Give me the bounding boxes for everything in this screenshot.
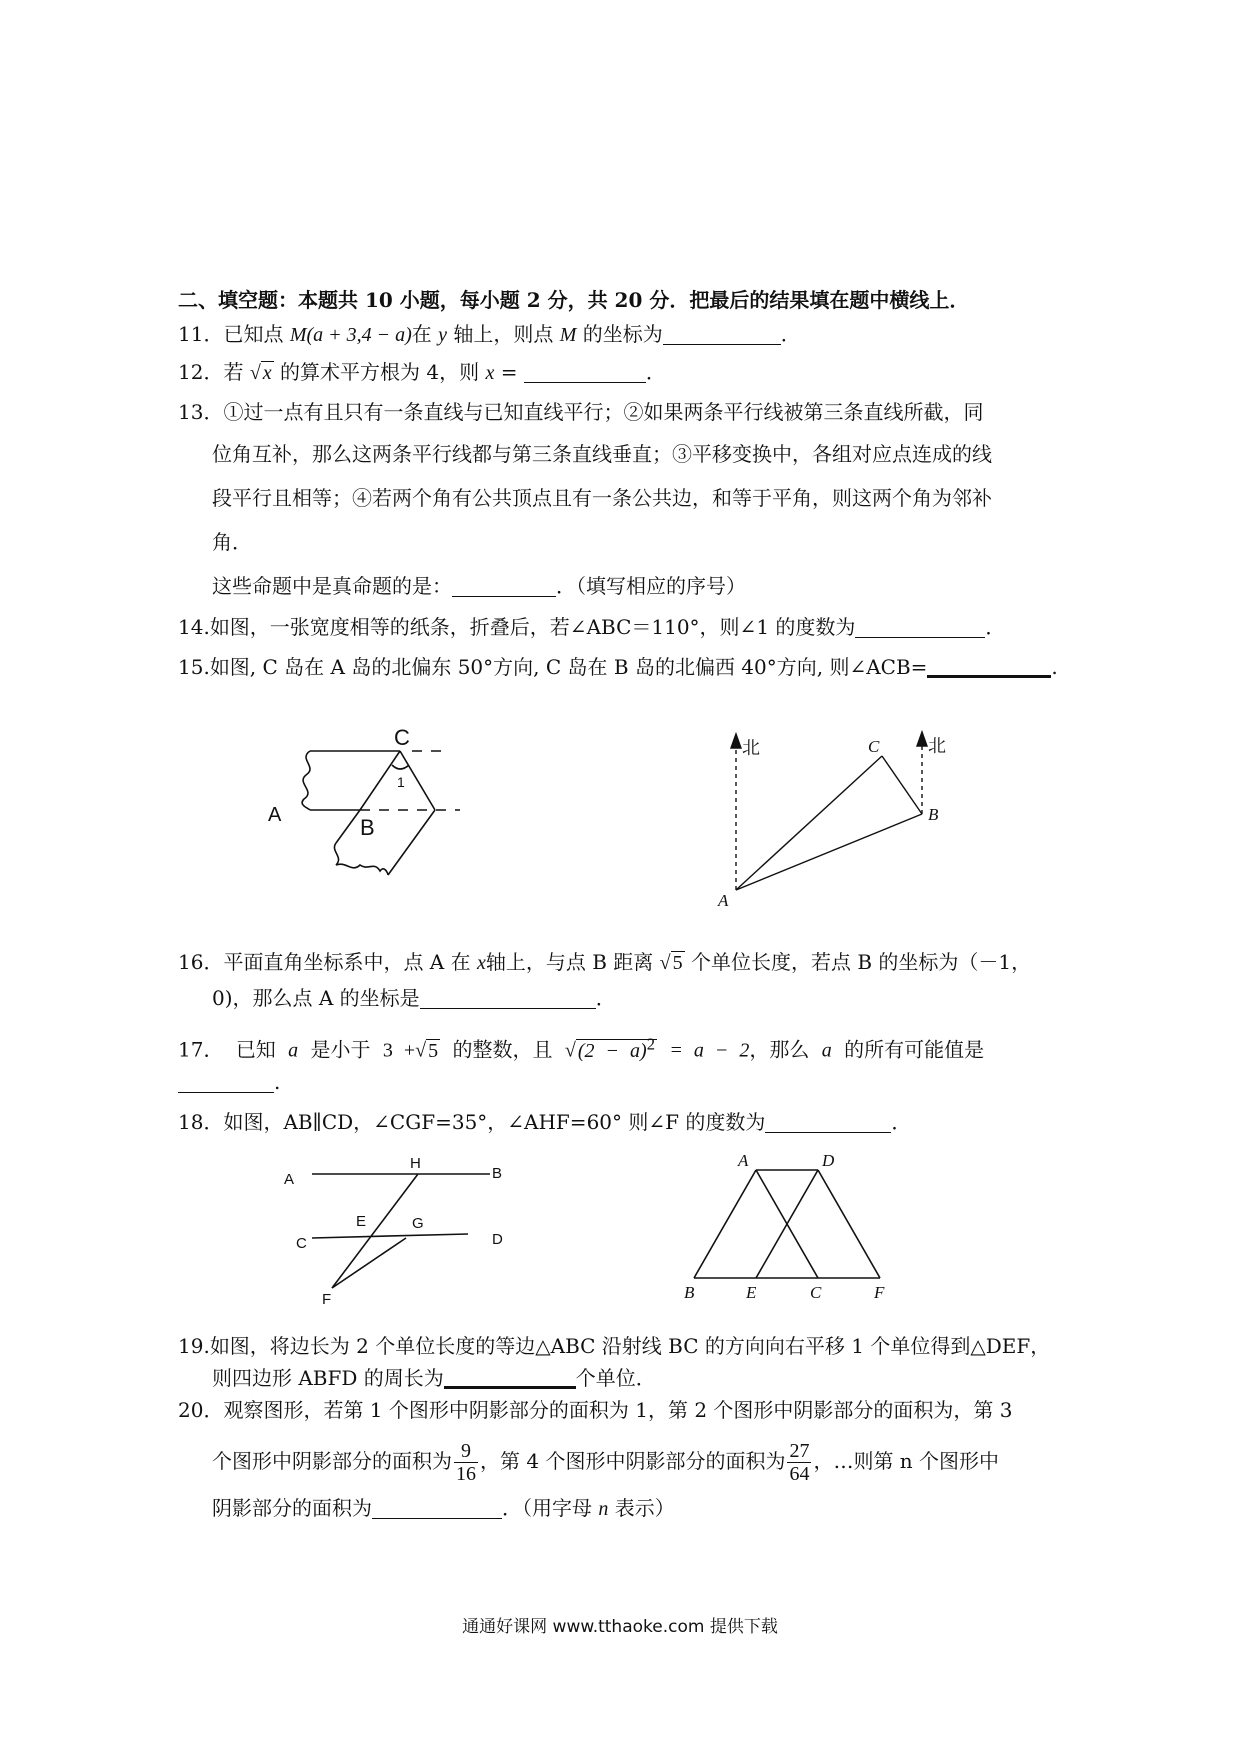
label-g: G bbox=[412, 1215, 424, 1232]
answer-blank-19[interactable] bbox=[444, 1364, 576, 1389]
question-15: 15.如图, C 岛在 A 岛的北偏东 50°方向, C 岛在 B 岛的北偏西 40°方向, 则∠ACB= . bbox=[178, 655, 1058, 679]
answer-blank-18[interactable] bbox=[765, 1110, 891, 1133]
label-d: D bbox=[492, 1231, 503, 1248]
label-a: A bbox=[268, 804, 282, 826]
line-gf bbox=[332, 1238, 406, 1288]
strip-torn-left bbox=[302, 751, 310, 810]
figure-19-translated-triangles bbox=[680, 1150, 920, 1300]
answer-blank-15[interactable] bbox=[927, 653, 1051, 678]
question-17: 17． 已知 a 是小于 3 +√ 5 的整数，且 √ $(2 - a)^2 = a - 2$，那么 a 的所有可能值是 bbox=[178, 1034, 985, 1062]
label-f: F bbox=[874, 1283, 885, 1300]
question-13-line3: 段平行且相等；④若两个角有公共顶点且有一条公共边，和等于平角，则这两个角为邻补 bbox=[212, 486, 992, 510]
question-19-line2: 则四边形 ABFD 的周长为 个单位． bbox=[212, 1366, 656, 1390]
strip-torn-bottom bbox=[334, 843, 388, 875]
angle-1-arc bbox=[392, 765, 409, 769]
question-17-answer: . bbox=[178, 1068, 280, 1096]
question-16-line2: 0)，那么点 A 的坐标是 ． bbox=[212, 986, 616, 1010]
question-14: 14.如图，一张宽度相等的纸条，折叠后，若∠ABC＝110°，则∠1 的度数为 ． bbox=[178, 615, 1006, 639]
answer-blank-14[interactable] bbox=[855, 615, 985, 638]
fraction-9-16: $\frac{9}{16}$ bbox=[456, 1440, 476, 1485]
segment-ba bbox=[694, 1170, 756, 1278]
question-13-ask: 这些命题中是真命题的是： ．（填写相应的序号） bbox=[212, 574, 746, 598]
label-a: A bbox=[718, 891, 729, 910]
label-h: H bbox=[410, 1155, 421, 1172]
label-e: E bbox=[356, 1213, 367, 1230]
answer-blank-17[interactable] bbox=[178, 1070, 274, 1093]
fold-edge bbox=[400, 751, 435, 810]
label-angle-1: 1 bbox=[397, 774, 405, 790]
question-20-line1: 20．观察图形，若第 1 个图形中阴影部分的面积为 1，第 2 个图形中阴影部分的面积为，第 3 bbox=[178, 1398, 1013, 1422]
fold-line-bc bbox=[360, 751, 400, 810]
label-e: E bbox=[746, 1283, 757, 1300]
label-c: C bbox=[868, 737, 880, 756]
figure-14-folded-strip bbox=[260, 715, 520, 895]
label-a: A bbox=[738, 1151, 749, 1170]
folded-left-edge bbox=[336, 810, 360, 843]
label-north-a: 北 bbox=[742, 738, 760, 758]
answer-blank-11[interactable] bbox=[663, 322, 781, 345]
north-arrow-a bbox=[731, 734, 741, 748]
question-13-line2: 位角互补，那么这两条平行线都与第三条直线垂直；③平移变换中，各组对应点连成的线 bbox=[212, 442, 992, 466]
label-b: B bbox=[492, 1165, 503, 1182]
segment-ac bbox=[736, 756, 882, 890]
question-13-line4: 角． bbox=[212, 530, 252, 554]
label-c: C bbox=[394, 725, 410, 750]
line-hf bbox=[332, 1174, 418, 1288]
footer-credit: 通通好课网 www.tthaoke.com 提供下载 bbox=[462, 1617, 778, 1637]
figure-15-island-bearings bbox=[710, 720, 970, 920]
label-north-b: 北 bbox=[928, 736, 946, 756]
label-a: A bbox=[284, 1171, 295, 1188]
label-b: B bbox=[684, 1283, 695, 1300]
question-12: 12．若 √ x 的算术平方根为 4，则 x = ． bbox=[178, 360, 666, 384]
question-19-line1: 19.如图，将边长为 2 个单位长度的等边△ABC 沿射线 BC 的方向向右平移 1 个单位得到△DEF， bbox=[178, 1334, 1051, 1358]
label-c: C bbox=[296, 1235, 307, 1252]
question-11: 11．已知点 M(a + 3,4 − a)在 y 轴上，则点 M 的坐标为 ． bbox=[178, 322, 801, 346]
label-b: B bbox=[360, 815, 375, 840]
label-d: D bbox=[822, 1151, 835, 1170]
segment-ab bbox=[736, 814, 922, 890]
question-20-line3: 阴影部分的面积为 ．（用字母 n 表示） bbox=[212, 1496, 675, 1520]
segment-df bbox=[818, 1170, 880, 1278]
answer-blank-13[interactable] bbox=[452, 574, 556, 597]
question-20-line2: 个图形中阴影部分的面积为 $\frac{9}{16}$ ，第 4 个图形中阴影部分的面积为 $\frac{27}{64}$ ，…则第 n 个图形中 bbox=[212, 1440, 1000, 1485]
north-arrow-b bbox=[917, 732, 927, 746]
question-16-line1: 16．平面直角坐标系中，点 A 在 x轴上，与点 B 距离 √ 5 个单位长度，若点 B 的坐标为（－1， bbox=[178, 950, 1032, 974]
fraction-27-64: $\frac{27}{64}$ bbox=[789, 1440, 810, 1485]
question-13-line1: 13．①过一点有且只有一条直线与已知直线平行；②如果两条平行线被第三条直线所截，同 bbox=[178, 400, 984, 424]
label-f: F bbox=[322, 1291, 332, 1304]
section-title: 二、填空题：本题共 10 小题，每小题 2 分，共 20 分．把最后的结果填在题中横线上． bbox=[178, 288, 970, 312]
segment-cb bbox=[882, 756, 922, 814]
answer-blank-16[interactable] bbox=[420, 986, 596, 1009]
label-c: C bbox=[810, 1283, 822, 1300]
line-cd bbox=[312, 1234, 468, 1238]
question-18: 18．如图，AB∥CD，∠CGF=35°，∠AHF=60° 则∠F 的度数为 ． bbox=[178, 1110, 912, 1134]
figure-18-parallel-lines bbox=[278, 1148, 538, 1304]
folded-right-edge bbox=[388, 810, 435, 875]
answer-blank-20[interactable] bbox=[372, 1496, 502, 1519]
label-b: B bbox=[928, 805, 939, 824]
answer-blank-12[interactable] bbox=[524, 360, 646, 383]
